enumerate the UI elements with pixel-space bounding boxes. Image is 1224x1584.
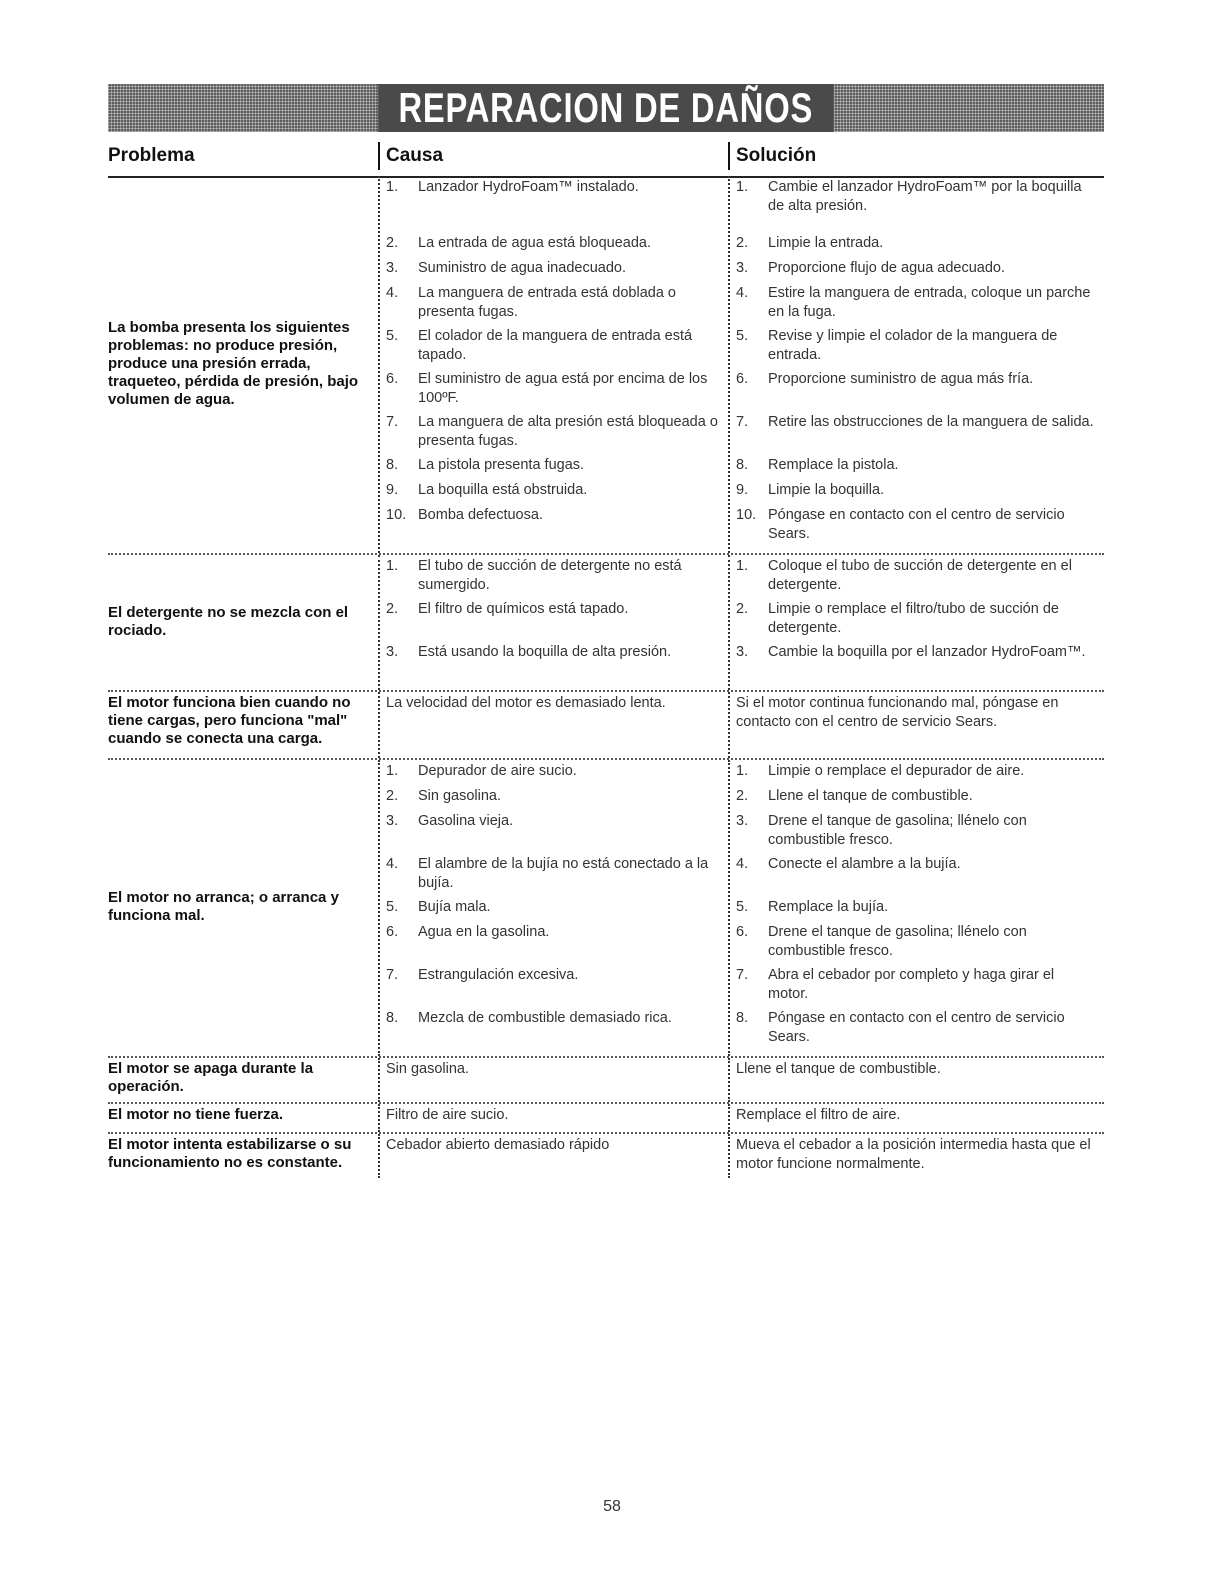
cause-text: Filtro de aire sucio. xyxy=(386,1107,509,1123)
solution-text: Proporcione suministro de agua más fría. xyxy=(768,371,1034,387)
problem-text: La bomba presenta los siguientes problemas: no produce presión, produce una presión errada, traqueteo, pérdida de presión, bajo volumen de agua. xyxy=(108,318,359,408)
item-number: 1. xyxy=(386,763,399,779)
cause-text: Estrangulación excesiva. xyxy=(418,967,579,983)
cause-text: Agua en la gasolina. xyxy=(418,924,550,940)
cause-cell xyxy=(378,1104,728,1132)
cause-item xyxy=(386,178,722,229)
cause-item xyxy=(386,506,722,544)
item-number: 6. xyxy=(736,924,749,940)
solution-text: Drene el tanque de gasolina; llénelo con combustible fresco. xyxy=(768,924,1027,959)
item-number: 3. xyxy=(736,644,749,660)
solution-text: Llene el tanque de combustible. xyxy=(736,1061,941,1077)
cause-text: Bomba defectuosa. xyxy=(418,507,543,523)
cause-cell xyxy=(378,760,728,1056)
cause-cell xyxy=(378,176,728,553)
item-number: 4. xyxy=(736,856,749,872)
cause-text: El colador de la manguera de entrada está tapado. xyxy=(418,328,693,363)
solution-cell xyxy=(728,555,1104,690)
table-row xyxy=(108,760,1104,1058)
solution-item xyxy=(736,456,1098,476)
cause-text: Suministro de agua inadecuado. xyxy=(418,260,626,276)
cause-text: Sin gasolina. xyxy=(418,788,502,804)
cause-text: El filtro de químicos está tapado. xyxy=(418,601,629,617)
cause-text: Sin gasolina. xyxy=(386,1061,470,1077)
solution-item xyxy=(736,327,1098,365)
cause-text: Está usando la boquilla de alta presión. xyxy=(418,644,672,660)
solution-text: Drene el tanque de gasolina; llénelo con combustible fresco. xyxy=(768,813,1027,848)
solution-item xyxy=(736,178,1098,229)
cause-text: La boquilla está obstruida. xyxy=(418,482,588,498)
cause-text: La manguera de entrada está doblada o presenta fugas. xyxy=(418,285,676,320)
solution-item xyxy=(736,966,1098,1004)
solution-item xyxy=(736,413,1098,451)
solution-item xyxy=(736,370,1098,408)
item-number: 2. xyxy=(736,235,749,251)
item-number: 3. xyxy=(736,813,749,829)
solution-cell xyxy=(728,1058,1104,1102)
solution-item xyxy=(736,600,1098,638)
cause-item xyxy=(386,370,722,408)
solution-text: Abra el cebador por completo y haga girar el motor. xyxy=(768,967,1055,1002)
cause-text: La entrada de agua está bloqueada. xyxy=(418,235,652,251)
solution-text: Retire las obstrucciones de la manguera de salida. xyxy=(768,414,1094,430)
item-number: 4. xyxy=(386,285,399,301)
problem-text: El motor no tiene fuerza. xyxy=(108,1106,284,1123)
item-number: 6. xyxy=(386,371,399,387)
table-row xyxy=(108,692,1104,760)
item-number: 1. xyxy=(386,179,399,195)
problem-cell xyxy=(108,555,378,690)
solution-text: Remplace la pistola. xyxy=(768,457,899,473)
cause-item xyxy=(386,762,722,782)
cause-text: La pistola presenta fugas. xyxy=(418,457,585,473)
cause-text: El alambre de la bujía no está conectado a la bujía. xyxy=(418,856,709,891)
cause-item xyxy=(386,812,722,850)
solution-text: Póngase en contacto con el centro de servicio Sears. xyxy=(768,1010,1065,1045)
cause-text: El tubo de succión de detergente no está sumergido. xyxy=(418,558,682,593)
cause-item xyxy=(386,1009,722,1047)
solution-item xyxy=(736,481,1098,501)
cause-cell xyxy=(378,1058,728,1102)
solution-item xyxy=(736,787,1098,807)
problem-text: El motor funciona bien cuando no tiene cargas, pero funciona "mal" cuando se conecta una carga. xyxy=(108,694,351,747)
title-banner xyxy=(108,84,1104,132)
solution-item xyxy=(736,923,1098,961)
solution-text: Limpie la entrada. xyxy=(768,235,884,251)
item-number: 1. xyxy=(736,179,749,195)
solution-cell xyxy=(728,692,1104,758)
header-solucion: Solución xyxy=(728,142,816,170)
solution-text: Si el motor continua funcionando mal, póngase en contacto con el centro de servicio Sears. xyxy=(736,695,1059,730)
cause-text: Gasolina vieja. xyxy=(418,813,514,829)
solution-cell xyxy=(728,1104,1104,1132)
cause-item xyxy=(386,557,722,595)
item-number: 2. xyxy=(386,601,399,617)
item-number: 1. xyxy=(736,558,749,574)
solution-text: Mueva el cebador a la posición intermedia hasta que el motor funcione normalmente. xyxy=(736,1137,1091,1172)
item-number: 4. xyxy=(736,285,749,301)
cause-text: El suministro de agua está por encima de los 100ºF. xyxy=(418,371,708,406)
table-row xyxy=(108,1104,1104,1134)
cause-item xyxy=(386,966,722,1004)
cause-text: Depurador de aire sucio. xyxy=(418,763,577,779)
cause-item xyxy=(386,898,722,918)
cause-cell xyxy=(378,692,728,758)
item-number: 2. xyxy=(386,788,399,804)
cause-text: La velocidad del motor es demasiado lenta. xyxy=(386,695,666,711)
cause-item xyxy=(386,923,722,961)
solution-text: Limpie o remplace el depurador de aire. xyxy=(768,763,1025,779)
solution-item xyxy=(736,234,1098,254)
solution-cell xyxy=(728,760,1104,1056)
problem-cell xyxy=(108,1104,378,1132)
problem-text: El motor no arranca; o arranca y funciona mal. xyxy=(108,889,339,924)
problem-cell xyxy=(108,692,378,758)
item-number: 3. xyxy=(736,260,749,276)
problem-cell xyxy=(108,176,378,553)
cause-text: Lanzador HydroFoam™ instalado. xyxy=(418,179,639,195)
cause-item xyxy=(386,787,722,807)
cause-item xyxy=(386,327,722,365)
cause-cell xyxy=(378,1134,728,1178)
cause-item xyxy=(386,456,722,476)
item-number: 5. xyxy=(386,328,399,344)
cause-text: Bujía mala. xyxy=(418,899,491,915)
problem-text: El motor se apaga durante la operación. xyxy=(108,1060,314,1095)
item-number: 8. xyxy=(386,1010,399,1026)
item-number: 8. xyxy=(386,457,399,473)
header-problema: Problema xyxy=(108,145,195,166)
item-number: 2. xyxy=(736,788,749,804)
item-number: 4. xyxy=(386,856,399,872)
cause-item xyxy=(386,855,722,893)
item-number: 5. xyxy=(736,328,749,344)
cause-text: Cebador abierto demasiado rápido xyxy=(386,1137,610,1153)
table-header xyxy=(108,142,1104,178)
solution-text: Llene el tanque de combustible. xyxy=(768,788,973,804)
solution-item xyxy=(736,643,1098,681)
solution-item xyxy=(736,1009,1098,1047)
solution-text: Remplace la bujía. xyxy=(768,899,889,915)
item-number: 3. xyxy=(386,644,399,660)
problem-cell xyxy=(108,1134,378,1178)
problem-cell xyxy=(108,760,378,1056)
solution-item xyxy=(736,855,1098,893)
solution-item xyxy=(736,812,1098,850)
item-number: 6. xyxy=(736,371,749,387)
item-number: 8. xyxy=(736,457,749,473)
item-number: 7. xyxy=(736,967,749,983)
solution-cell xyxy=(728,176,1104,553)
item-number: 5. xyxy=(736,899,749,915)
solution-text: Limpie o remplace el filtro/tubo de succión de detergente. xyxy=(768,601,1059,636)
cause-item xyxy=(386,284,722,322)
item-number: 2. xyxy=(736,601,749,617)
item-number: 2. xyxy=(386,235,399,251)
header-causa: Causa xyxy=(378,142,443,170)
solution-text: Cambie la boquilla por el lanzador HydroFoam™. xyxy=(768,644,1086,660)
item-number: 5. xyxy=(386,899,399,915)
solution-item xyxy=(736,259,1098,279)
solution-text: Cambie el lanzador HydroFoam™ por la boquilla de alta presión. xyxy=(768,179,1082,214)
item-number: 7. xyxy=(386,414,399,430)
solution-cell xyxy=(728,1134,1104,1178)
solution-item xyxy=(736,506,1098,544)
cause-item xyxy=(386,481,722,501)
solution-item xyxy=(736,557,1098,595)
item-number: 8. xyxy=(736,1010,749,1026)
problem-text: El detergente no se mezcla con el rociado. xyxy=(108,603,349,639)
solution-item xyxy=(736,898,1098,918)
item-number: 7. xyxy=(736,414,749,430)
solution-text: Revise y limpie el colador de la manguera de entrada. xyxy=(768,328,1058,363)
item-number: 1. xyxy=(386,558,399,574)
item-number: 3. xyxy=(386,260,399,276)
table-row xyxy=(108,176,1104,555)
solution-text: Remplace el filtro de aire. xyxy=(736,1107,901,1123)
item-number: 7. xyxy=(386,967,399,983)
item-number: 3. xyxy=(386,813,399,829)
solution-text: Coloque el tubo de succión de detergente en el detergente. xyxy=(768,558,1072,593)
solution-text: Póngase en contacto con el centro de servicio Sears. xyxy=(768,507,1065,542)
item-number: 10. xyxy=(736,507,757,523)
cause-item xyxy=(386,413,722,451)
page-number: 58 xyxy=(603,1498,621,1515)
solution-text: Proporcione flujo de agua adecuado. xyxy=(768,260,1006,276)
solution-item xyxy=(736,284,1098,322)
cause-text: Mezcla de combustible demasiado rica. xyxy=(418,1010,672,1026)
cause-item xyxy=(386,600,722,638)
troubleshooting-table xyxy=(108,176,1104,1178)
item-number: 6. xyxy=(386,924,399,940)
cause-item xyxy=(386,259,722,279)
solution-text: Limpie la boquilla. xyxy=(768,482,885,498)
page-title: REPARACION DE DAÑOS xyxy=(378,84,833,132)
item-number: 9. xyxy=(386,482,399,498)
table-row xyxy=(108,555,1104,692)
table-row xyxy=(108,1058,1104,1104)
cause-item xyxy=(386,234,722,254)
cause-cell xyxy=(378,555,728,690)
item-number: 10. xyxy=(386,507,407,523)
table-row xyxy=(108,1134,1104,1178)
solution-item xyxy=(736,762,1098,782)
solution-text: Estire la manguera de entrada, coloque un parche en la fuga. xyxy=(768,285,1091,320)
solution-text: Conecte el alambre a la bujía. xyxy=(768,856,961,872)
cause-text: La manguera de alta presión está bloqueada o presenta fugas. xyxy=(418,414,718,449)
problem-cell xyxy=(108,1058,378,1102)
item-number: 1. xyxy=(736,763,749,779)
cause-item xyxy=(386,643,722,681)
problem-text: El motor intenta estabilizarse o su funcionamiento no es constante. xyxy=(108,1136,352,1171)
item-number: 9. xyxy=(736,482,749,498)
